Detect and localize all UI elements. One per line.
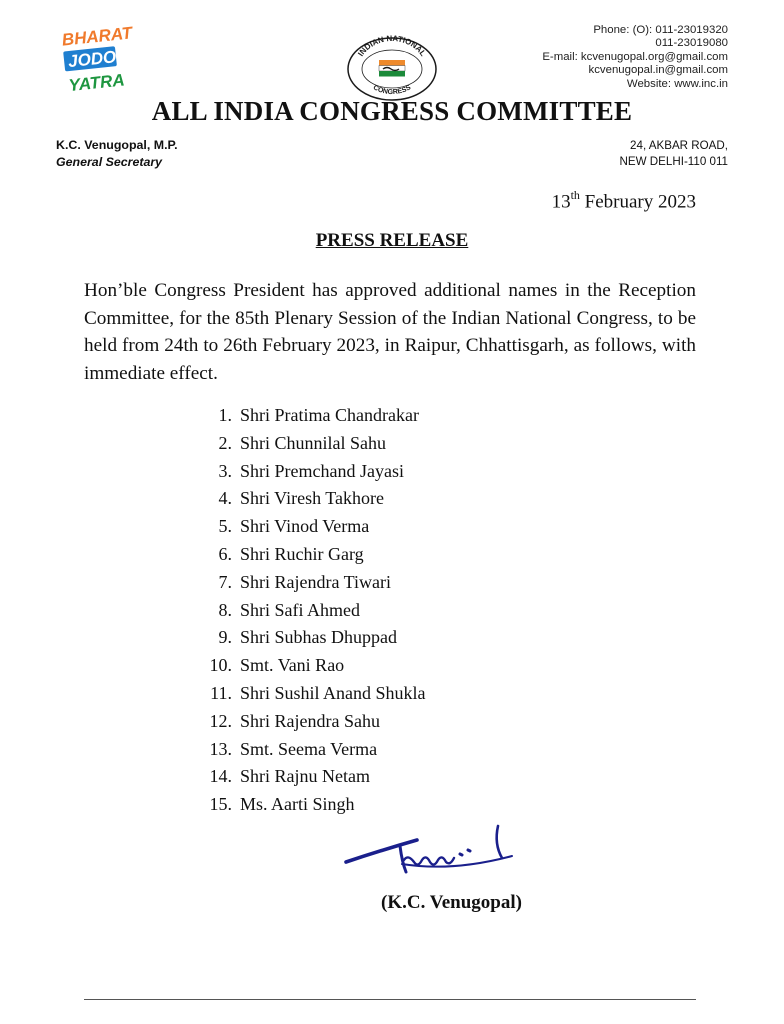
list-item-number: 4. bbox=[218, 488, 232, 509]
list-item-name: Shri Pratima Chandrakar bbox=[240, 405, 419, 425]
phone-line-1: Phone: (O): 011-23019320 bbox=[593, 24, 728, 36]
email-line-2: kcvenugopal.in@gmail.com bbox=[588, 64, 728, 77]
list-item-number: 10. bbox=[209, 655, 232, 676]
list-item-name: Smt. Vani Rao bbox=[240, 655, 345, 676]
office-address bbox=[620, 138, 728, 170]
list-item-number: 6. bbox=[218, 543, 232, 564]
organization-title: ALL INDIA CONGRESS COMMITTEE bbox=[151, 96, 633, 126]
list-item-name: Shri Rajendra Sahu bbox=[240, 710, 380, 731]
list-item bbox=[200, 485, 580, 513]
signatory-name: (K.C. Venugopal) bbox=[381, 892, 522, 913]
list-item bbox=[200, 513, 580, 541]
date-rest: February 2023 bbox=[584, 191, 696, 213]
committee-names-list bbox=[200, 402, 580, 819]
list-item-number: 13. bbox=[209, 738, 232, 759]
list-item-number: 5. bbox=[218, 516, 232, 537]
list-item-name: Shri Rajendra Tiwari bbox=[240, 571, 391, 592]
emblem-bottom-text: CONGRESS bbox=[371, 84, 413, 97]
list-item bbox=[200, 652, 580, 680]
inc-emblem bbox=[345, 35, 439, 103]
list-item-number: 11. bbox=[210, 682, 232, 703]
logo-text-bharat: BHARAT bbox=[60, 23, 134, 50]
press-release-heading: PRESS RELEASE bbox=[315, 230, 469, 251]
list-item bbox=[200, 736, 580, 764]
list-item-number: 1. bbox=[218, 405, 232, 425]
signature bbox=[342, 818, 532, 878]
list-item bbox=[200, 569, 580, 597]
list-item bbox=[200, 597, 580, 625]
logo-text-yatra: YATRA bbox=[67, 70, 126, 96]
list-item bbox=[200, 624, 580, 652]
list-item-name: Smt. Seema Verma bbox=[240, 738, 378, 759]
date-suffix: th bbox=[570, 188, 580, 202]
address-line-1: 24, AKBAR ROAD, bbox=[630, 139, 728, 152]
release-date bbox=[552, 189, 696, 213]
list-item-number: 3. bbox=[218, 460, 232, 481]
list-item bbox=[200, 763, 580, 791]
signature-graphic bbox=[342, 818, 532, 878]
list-item bbox=[200, 708, 580, 736]
list-item-number: 8. bbox=[218, 599, 232, 620]
address-line-2: NEW DELHI-110 011 bbox=[619, 155, 728, 168]
email-line-1: E-mail: kcvenugopal.org@gmail.com bbox=[542, 50, 728, 63]
list-item bbox=[200, 541, 580, 569]
list-item-name: Shri Viresh Takhore bbox=[240, 488, 384, 509]
logo-text-jodo: JODO bbox=[67, 47, 118, 72]
list-item bbox=[200, 680, 580, 708]
list-item bbox=[200, 402, 580, 430]
bharat-jodo-yatra-logo-graphic bbox=[58, 18, 138, 98]
list-item-name: Ms. Aarti Singh bbox=[240, 794, 355, 815]
bharat-jodo-yatra-logo bbox=[58, 18, 138, 98]
list-item-name: Shri Vinod Verma bbox=[240, 516, 370, 537]
phone-line-2: 011-23019080 bbox=[655, 37, 728, 50]
list-item bbox=[200, 791, 580, 819]
sender-designation: General Secretary bbox=[56, 155, 163, 169]
emblem-flag-icon bbox=[379, 60, 405, 77]
sender-name: K.C. Venugopal, M.P. bbox=[56, 138, 178, 152]
list-item-number: 9. bbox=[218, 627, 232, 648]
list-item-name: Shri Sushil Anand Shukla bbox=[240, 682, 426, 703]
list-item-number: 2. bbox=[218, 432, 232, 453]
list-item-number: 15. bbox=[209, 794, 232, 815]
list-item-number: 7. bbox=[218, 571, 232, 592]
list-item-name: Shri Rajnu Netam bbox=[240, 766, 370, 787]
date-day: 13 bbox=[551, 191, 571, 213]
website-line: Website: www.inc.in bbox=[626, 77, 728, 90]
list-item-name: Shri Safi Ahmed bbox=[240, 599, 360, 620]
list-item-name: Shri Premchand Jayasi bbox=[240, 460, 404, 481]
sender-block bbox=[56, 137, 178, 171]
inc-emblem-graphic bbox=[345, 35, 439, 103]
list-item-name: Shri Chunnilal Sahu bbox=[240, 432, 387, 453]
list-item-number: 14. bbox=[209, 766, 232, 787]
list-item-name: Shri Ruchir Garg bbox=[240, 543, 364, 564]
body-paragraph: Hon’ble Congress President has approved additional names in the Reception Committee, for the 85th Plenary Session of the Indian National Congress, to be held from 24th to 26th February 2023, in Raipur, Chhattisgarh, as follows, with immediate effect. bbox=[84, 280, 696, 384]
list-item bbox=[200, 458, 580, 486]
footer-divider bbox=[84, 999, 696, 1000]
list-item-name: Shri Subhas Dhuppad bbox=[240, 627, 397, 648]
contact-block bbox=[542, 24, 728, 91]
list-item-number: 12. bbox=[209, 710, 232, 731]
list-item bbox=[200, 430, 580, 458]
emblem-top-text: INDIAN NATIONAL bbox=[356, 35, 428, 58]
